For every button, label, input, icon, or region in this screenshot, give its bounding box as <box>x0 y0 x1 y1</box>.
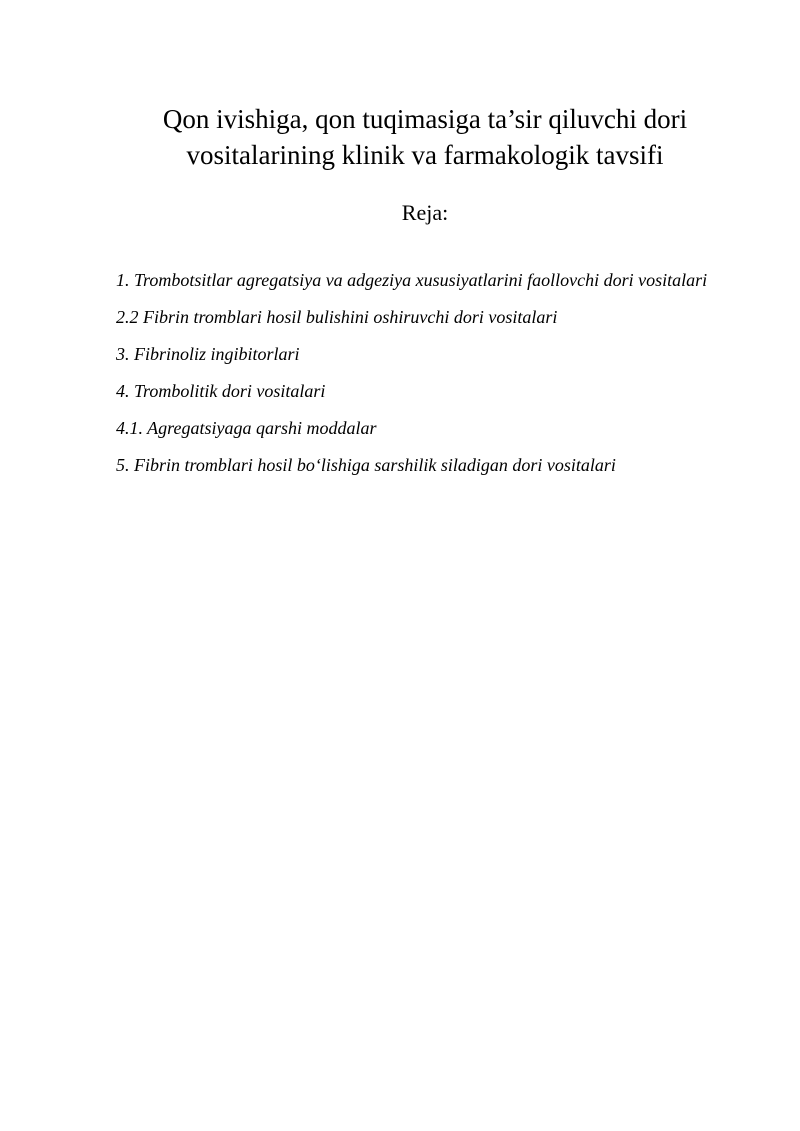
document-title <box>110 101 740 173</box>
plan-item: 3. Fibrinoliz ingibitorlari <box>116 344 300 364</box>
plan-list <box>116 262 756 484</box>
plan-item: 1. Trombotsitlar agregatsiya va adgeziya xususiyatlarini faollovchi dori vositalari <box>116 270 708 290</box>
plan-item: 4. Trombolitik dori vositalari <box>116 381 326 401</box>
title-line-1: Qon ivishiga, qon tuqimasiga ta’sir qiluvchi dori <box>162 104 688 134</box>
plan-item: 4.1. Agregatsiyaga qarshi moddalar <box>116 418 377 438</box>
plan-heading: Reja: <box>401 200 449 225</box>
plan-item: 5. Fibrin tromblari hosil bo‘lishiga sarshilik siladigan dori vositalari <box>116 455 616 475</box>
title-line-2: vositalarining klinik va farmakologik tavsifi <box>186 140 664 170</box>
plan-item: 2.2 Fibrin tromblari hosil bulishini oshiruvchi dori vositalari <box>116 307 558 327</box>
